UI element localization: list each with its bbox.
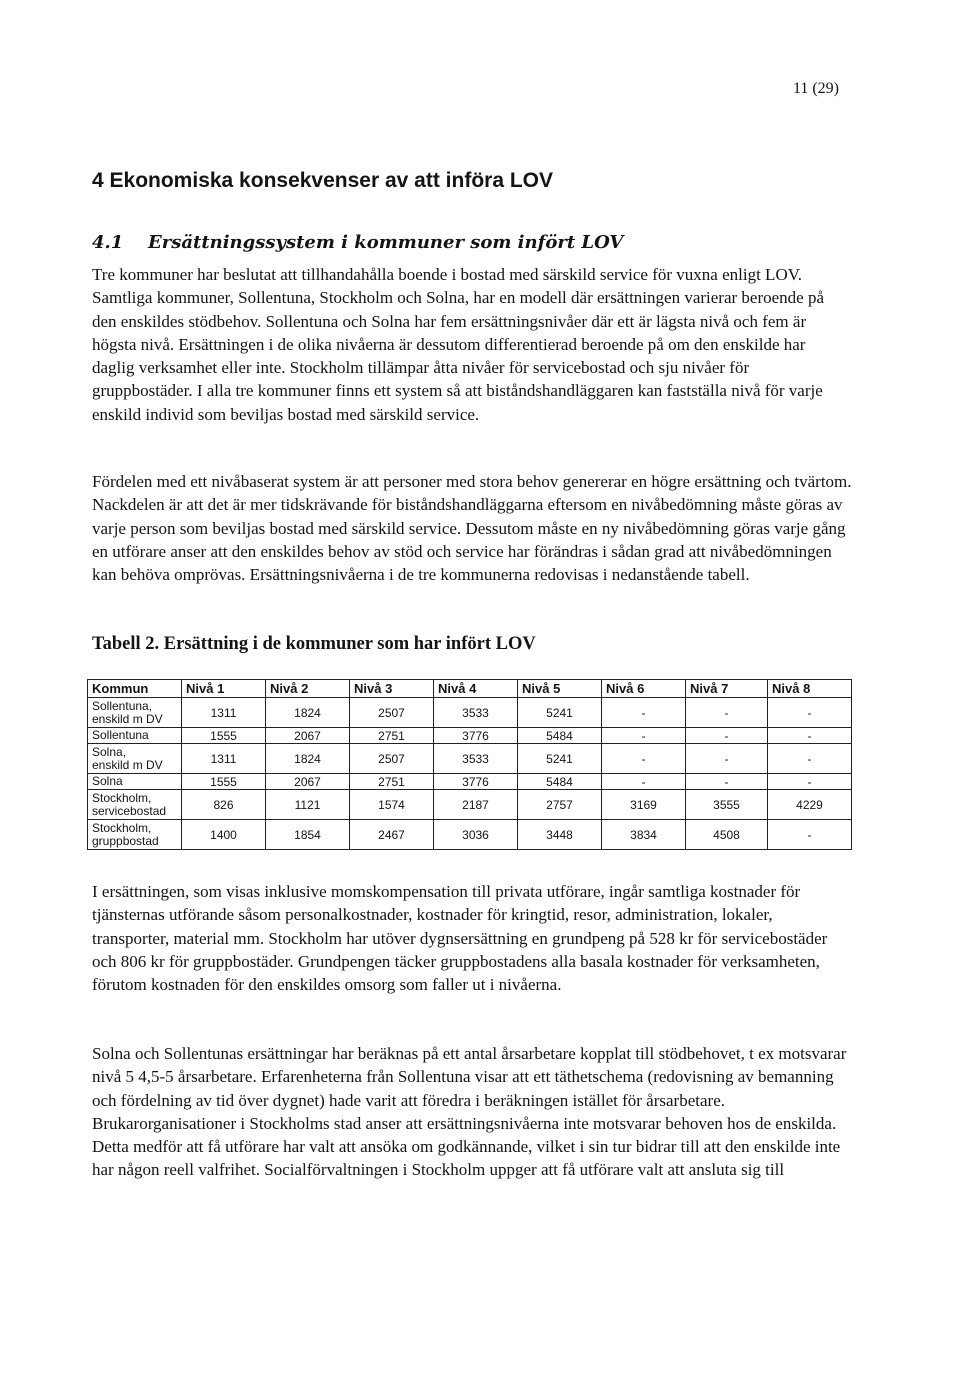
table-body <box>88 698 852 850</box>
header-cell: Nivå 6 <box>602 680 686 698</box>
niva-cell: - <box>768 728 852 744</box>
kommun-line: enskild m DV <box>92 757 163 772</box>
kommun-line: servicebostad <box>92 803 167 818</box>
niva-cell: 1824 <box>266 698 350 728</box>
header-cell: Nivå 4 <box>434 680 518 698</box>
page-number: 11 (29) <box>792 80 839 97</box>
niva-cell: 3448 <box>518 820 602 850</box>
niva-cell: 3834 <box>602 820 686 850</box>
niva-cell: 3776 <box>434 728 518 744</box>
niva-cell: - <box>602 744 686 774</box>
section-heading: 4 Ekonomiska konsekvenser av att införa LOV <box>92 169 554 192</box>
niva-cell: - <box>686 728 768 744</box>
kommun-cell <box>88 774 182 790</box>
niva-cell: 2751 <box>350 728 434 744</box>
niva-cell: - <box>768 820 852 850</box>
niva-cell: - <box>686 744 768 774</box>
subsection-number: 4.1 <box>92 232 124 253</box>
subsection-heading <box>92 232 623 253</box>
table-row <box>88 774 852 790</box>
header-cell: Kommun <box>88 680 182 698</box>
header-cell: Nivå 1 <box>182 680 266 698</box>
paragraph-compensation-details: I ersättningen, som visas inklusive momskompensation till privata utförare, ingår samtliga kostnader för tjänsternas utförande såsom personalkostnader, kostnader för kringtid, resor, administration, lokaler, transporter, material mm. Stockholm har utöver dygnsersättning en grundpeng på 528 kr för servicebostäder och 806 kr för gruppbostäder. Grundpengen täcker gruppbostadens alla basala kostnader för verksamheten, förutom kostnaden för den enskildes omsorg som faller ut i nivåerna. <box>92 882 828 995</box>
paragraph-intro: Tre kommuner har beslutat att tillhandahålla boende i bostad med särskild service för vuxna enligt LOV. Samtliga kommuner, Sollentuna, Stockholm och Solna, har en modell där ersättningen varierar beroende på den enskildes stödbehov. Sollentuna och Solna har fem ersättningsnivåer där ett är lägsta nivå och fem är högsta nivå. Ersättningen i de olika nivåerna är dessutom differentierad beroende på om den enskilde har daglig verksamhet eller inte. Stockholm tillämpar åtta nivåer för servicebostad och sju nivåer för gruppbostäder. I alla tre kommuner finns ett system så att biståndshandläggaren kan fastställa nivå för varje enskild individ som beviljas bostad med särskild service. <box>92 265 825 424</box>
niva-cell: - <box>768 774 852 790</box>
niva-cell: 2187 <box>434 790 518 820</box>
niva-cell: - <box>602 774 686 790</box>
kommun-cell <box>88 728 182 744</box>
niva-cell: 2507 <box>350 744 434 774</box>
kommun-line: Solna, <box>92 744 127 759</box>
table-row <box>88 698 852 728</box>
kommun-line: Sollentuna <box>92 728 149 742</box>
niva-cell: - <box>686 698 768 728</box>
kommun-cell <box>88 820 182 850</box>
niva-cell: 5241 <box>518 698 602 728</box>
kommun-line: Stockholm, <box>92 820 152 835</box>
niva-cell: 1824 <box>266 744 350 774</box>
header-cell: Nivå 2 <box>266 680 350 698</box>
compensation-table <box>87 679 852 850</box>
kommun-line: enskild m DV <box>92 711 163 726</box>
kommun-line: gruppbostad <box>92 833 159 848</box>
niva-cell: 3555 <box>686 790 768 820</box>
niva-cell: 3533 <box>434 744 518 774</box>
niva-cell: 826 <box>182 790 266 820</box>
niva-cell: 2067 <box>266 774 350 790</box>
niva-cell: 1121 <box>266 790 350 820</box>
niva-cell: 3533 <box>434 698 518 728</box>
paragraph-pros-cons: Fördelen med ett nivåbaserat system är att personer med stora behov genererar en högre ersättning och tvärtom. Nackdelen är att det är mer tidskrävande för biståndshandläggarna eftersom en nivåbedömning måste göras av varje person som beviljas bostad med särskild service. Dessutom måste en ny nivåbedömning göras varje gång en utförare anser att den enskildes behov av stöd och service har förändras i sådan grad att nivåbedömningen kan behöva omprövas. Ersättningsnivåerna i de tre kommunerna redovisas i nedanstående tabell. <box>92 472 852 585</box>
niva-cell: - <box>602 698 686 728</box>
table-row <box>88 790 852 820</box>
kommun-line: Solna <box>92 774 123 788</box>
table-header-row <box>88 680 852 698</box>
table-row <box>88 744 852 774</box>
table-row <box>88 820 852 850</box>
niva-cell: 2751 <box>350 774 434 790</box>
header-cell: Nivå 8 <box>768 680 852 698</box>
header-cell: Nivå 3 <box>350 680 434 698</box>
niva-cell: - <box>768 698 852 728</box>
niva-cell: 3036 <box>434 820 518 850</box>
niva-cell: - <box>768 744 852 774</box>
paragraph-solna-sollentuna: Solna och Sollentunas ersättningar har beräknas på ett antal årsarbetare kopplat till stödbehovet, t ex motsvarar nivå 5 4,5-5 årsarbetare. Erfarenheterna från Sollentuna visar att ett täthetschema (redovisning av bemanning och fördelning av tid över dygnet) hade varit att föredra i beräkningen istället för årsarbetare. Brukarorganisationer i Stockholms stad anser att ersättningsnivåerna inte motsvarar behoven hos de enskilda. Detta medför att få utförare har valt att ansöka om godkännande, vilket i sin tur bidrar till att den enskilde inte har någon reell valfrihet. Socialförvaltningen i Stockholm uppger att få utförare valt att ansluta sig till <box>92 1044 847 1180</box>
niva-cell: 1574 <box>350 790 434 820</box>
niva-cell: 5241 <box>518 744 602 774</box>
niva-cell: 4508 <box>686 820 768 850</box>
niva-cell: 4229 <box>768 790 852 820</box>
niva-cell: 5484 <box>518 728 602 744</box>
kommun-line: Stockholm, <box>92 790 152 805</box>
kommun-cell <box>88 698 182 728</box>
niva-cell: 1555 <box>182 728 266 744</box>
kommun-cell <box>88 790 182 820</box>
niva-cell: 1400 <box>182 820 266 850</box>
niva-cell: 2507 <box>350 698 434 728</box>
kommun-cell <box>88 744 182 774</box>
kommun-line: Sollentuna, <box>92 698 153 713</box>
header-cell: Nivå 5 <box>518 680 602 698</box>
niva-cell: 1555 <box>182 774 266 790</box>
niva-cell: 2757 <box>518 790 602 820</box>
niva-cell: 3776 <box>434 774 518 790</box>
niva-cell: 1311 <box>182 698 266 728</box>
niva-cell: - <box>602 728 686 744</box>
niva-cell: 5484 <box>518 774 602 790</box>
niva-cell: 2467 <box>350 820 434 850</box>
niva-cell: - <box>686 774 768 790</box>
niva-cell: 1311 <box>182 744 266 774</box>
header-cell: Nivå 7 <box>686 680 768 698</box>
table-row <box>88 728 852 744</box>
table-caption: Tabell 2. Ersättning i de kommuner som har infört LOV <box>92 634 536 654</box>
niva-cell: 2067 <box>266 728 350 744</box>
subsection-title: Ersättningssystem i kommuner som infört LOV <box>148 232 624 253</box>
niva-cell: 3169 <box>602 790 686 820</box>
niva-cell: 1854 <box>266 820 350 850</box>
